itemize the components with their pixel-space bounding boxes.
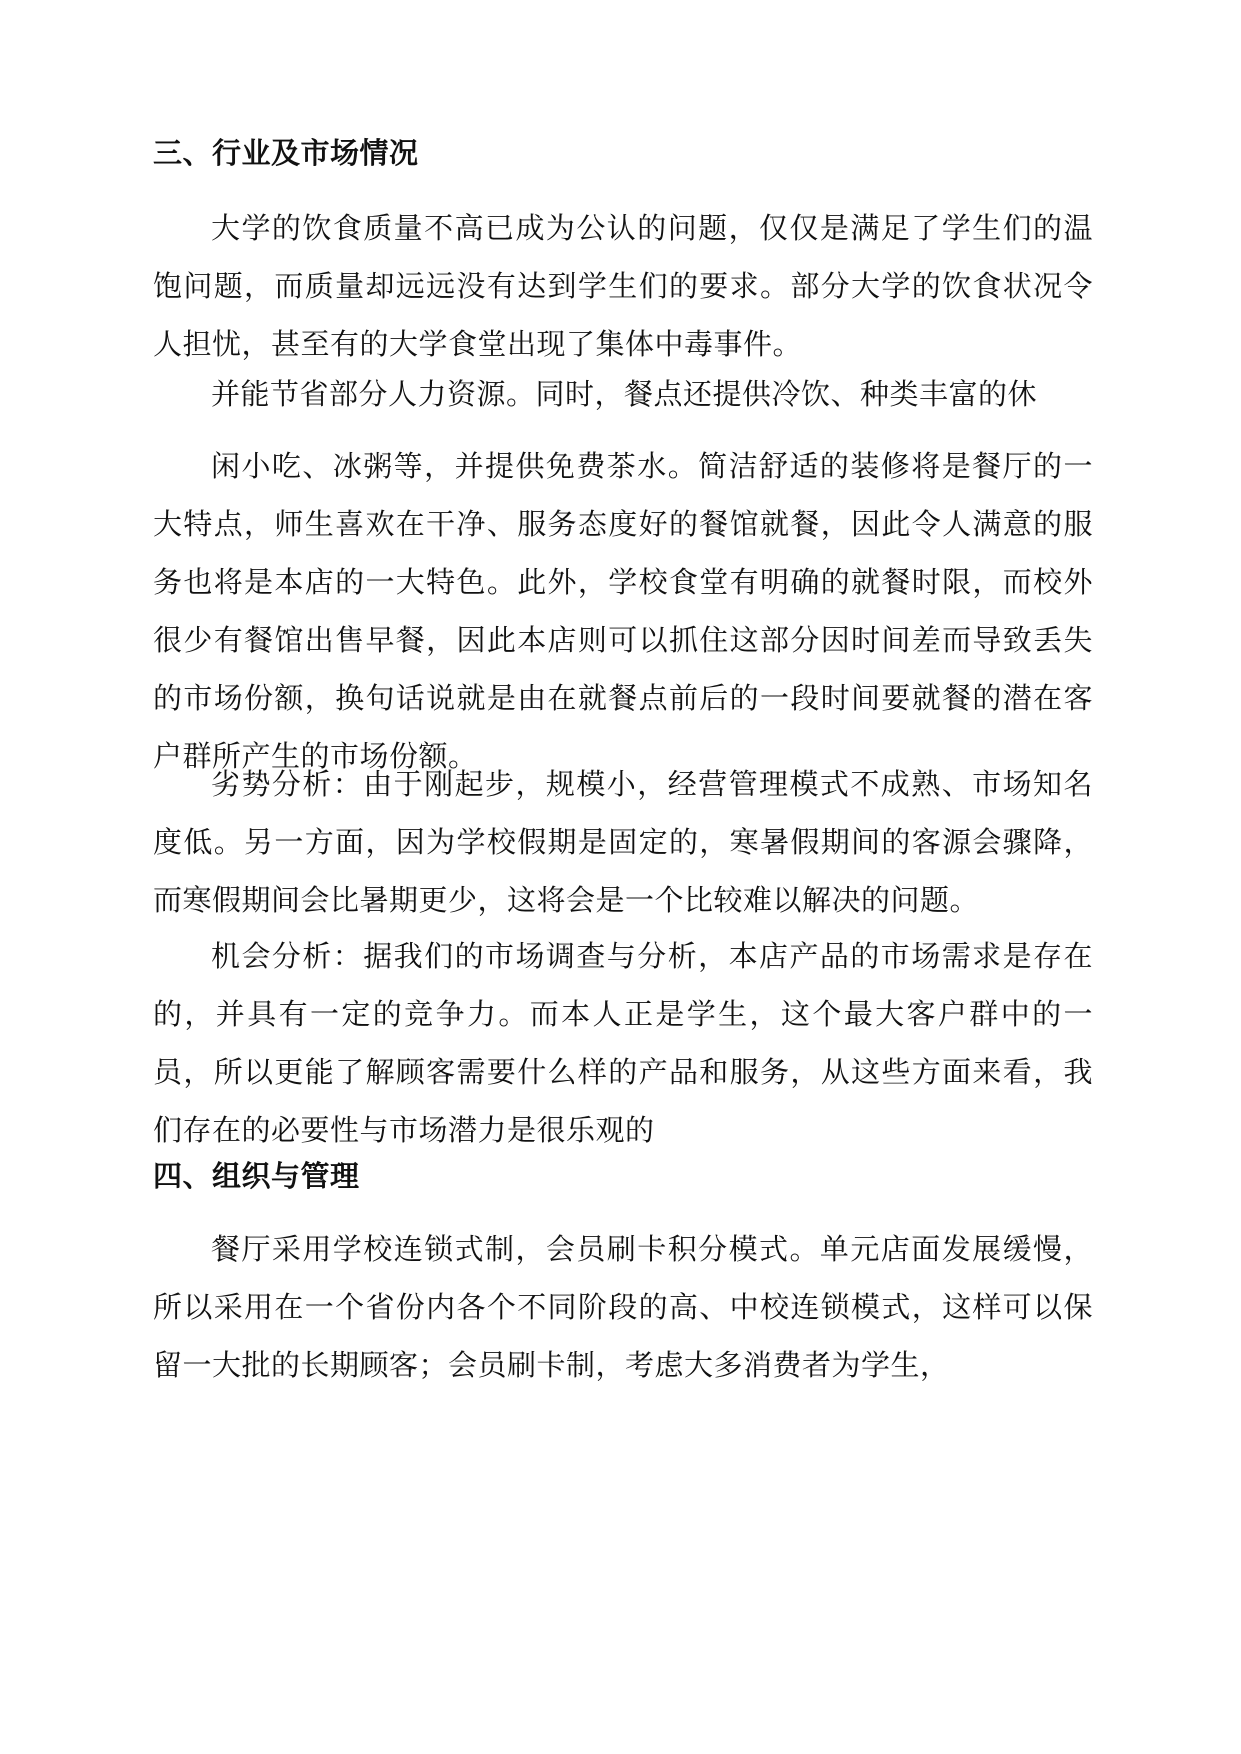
paragraph-opportunity-analysis: 机会分析：据我们的市场调查与分析，本店产品的市场需求是存在的，并具有一定的竞争力。而本人正是学生，这个最大客户群中的一员，所以更能了解顾客需要什么样的产品和服务，从这些方面来看，我们存在的必要性与市场潜力是很乐观的 xyxy=(153,939,1093,1147)
section-heading-organization: 四、组织与管理 xyxy=(153,1159,360,1193)
paragraph-chain-membership: 餐厅采用学校连锁式制，会员刷卡积分模式。单元店面发展缓慢，所以采用在一个省份内各个不同阶段的高、中校连锁模式，这样可以保留一大批的长期顾客；会员刷卡制，考虑大多消费者为学生， xyxy=(153,1232,1093,1382)
paragraph-resources: 并能节省部分人力资源。同时，餐点还提供冷饮、种类丰富的休 xyxy=(211,377,1038,411)
paragraph-snacks-service-text: 闲小吃、冰粥等，并提供免费茶水。简洁舒适的装修将是餐厅的一大特点，师生喜欢在干净、服务态度好的餐馆就餐，因此令人满意的服务也将是本店的一大特色。此外，学校食堂有明确的就餐时限，而校外很少有餐馆出售早餐，因此本店则可以抓住这部分因时间差而导致丢失的市场份额，换句话说就是由在就餐点前后的一段时间要就餐的潜在客户群所产生的市场份额。 xyxy=(153,449,1093,773)
paragraph-food-quality: 大学的饮食质量不高已成为公认的问题，仅仅是满足了学生们的温饱问题，而质量却远远没有达到学生们的要求。部分大学的饮食状况令人担忧，甚至有的大学食堂出现了集体中毒事件。 xyxy=(153,211,1093,361)
paragraph-weakness-analysis: 劣势分析：由于刚起步，规模小，经营管理模式不成熟、市场知名度低。另一方面，因为学校假期是固定的，寒暑假期间的客源会骤降，而寒假期间会比暑期更少，这将会是一个比较难以解决的问题。 xyxy=(153,767,1093,917)
section-heading-industry-market: 三、行业及市场情况 xyxy=(153,136,419,170)
paragraph-snacks-service xyxy=(153,437,1093,785)
